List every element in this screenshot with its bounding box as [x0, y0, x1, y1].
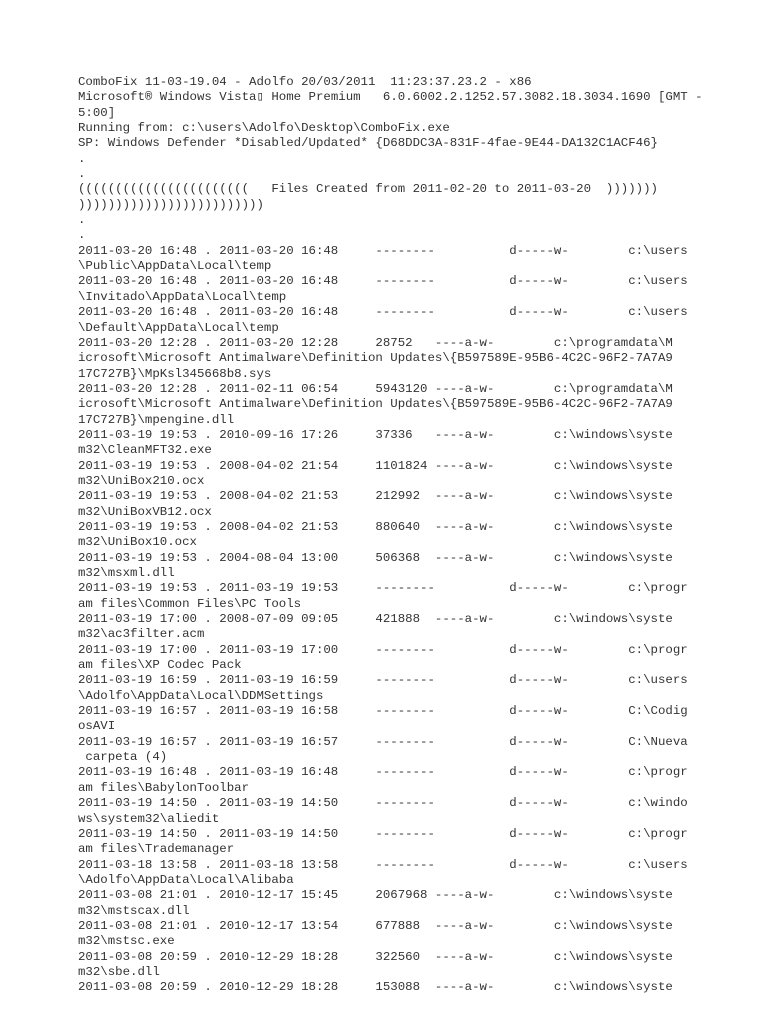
log-line: \Public\AppData\Local\temp: [78, 259, 272, 274]
log-line: am files\XP Codec Pack: [78, 658, 242, 673]
log-line: 2011-03-19 19:53 . 2004-08-04 13:00 506368 ----a-w- c:\windows\syste: [78, 550, 673, 565]
log-line: 2011-03-08 21:01 . 2010-12-17 15:45 2067968 ----a-w- c:\windows\syste: [78, 888, 673, 903]
log-line: 2011-03-20 16:48 . 2011-03-20 16:48 -------- d-----w- c:\users: [78, 305, 688, 320]
log-line: 2011-03-18 13:58 . 2011-03-18 13:58 -------- d-----w- c:\users: [78, 857, 688, 872]
log-line: ((((((((((((((((((((((( Files Created from 2011-02-20 to 2011-03-20 ))))))): [78, 182, 658, 197]
log-line: 17C727B}\MpKsl345668b8.sys: [78, 366, 272, 381]
log-line: 2011-03-20 12:28 . 2011-03-20 12:28 28752 ----a-w- c:\programdata\M: [78, 335, 673, 350]
log-line: ws\system32\aliedit: [78, 811, 220, 826]
log-line: Microsoft® Windows Vista▯ Home Premium 6.0.6002.2.1252.57.3082.18.3034.1690 [GMT -: [78, 90, 703, 105]
log-line: icrosoft\Microsoft Antimalware\Definition Updates\{B597589E-95B6-4C2C-96F2-7A7A9: [78, 397, 673, 412]
log-line: 2011-03-19 19:53 . 2011-03-19 19:53 -------- d-----w- c:\progr: [78, 581, 688, 596]
log-line: 2011-03-20 16:48 . 2011-03-20 16:48 -------- d-----w- c:\users: [78, 274, 688, 289]
log-line: m32\msxml.dll: [78, 566, 175, 580]
log-line: Running from: c:\users\Adolfo\Desktop\ComboFix.exe: [78, 121, 450, 136]
log-line: m32\UniBox210.ocx: [78, 473, 205, 488]
log-line: m32\UniBox10.ocx: [78, 535, 197, 550]
log-line: m32\ac3filter.acm: [78, 627, 205, 642]
log-line: m32\mstscax.dll: [78, 903, 190, 918]
log-line: 2011-03-19 16:57 . 2011-03-19 16:58 -------- d-----w- C:\Codig: [78, 704, 688, 719]
log-line: 2011-03-08 21:01 . 2010-12-17 13:54 677888 ----a-w- c:\windows\syste: [78, 918, 673, 933]
log-line: 2011-03-19 14:50 . 2011-03-19 14:50 -------- d-----w- c:\progr: [78, 826, 688, 841]
log-line: 2011-03-20 16:48 . 2011-03-20 16:48 -------- d-----w- c:\users: [78, 243, 688, 258]
log-line: 2011-03-19 16:59 . 2011-03-19 16:59 -------- d-----w- c:\users: [78, 673, 688, 688]
log-line: 17C727B}\mpengine.dll: [78, 412, 235, 427]
log-line: \Default\AppData\Local\temp: [78, 320, 279, 335]
log-line: .: [78, 167, 86, 182]
log-line: 2011-03-19 16:57 . 2011-03-19 16:57 -------- d-----w- C:\Nueva: [78, 734, 688, 749]
log-line: am files\Trademanager: [78, 842, 235, 857]
log-line: ))))))))))))))))))))))))): [78, 197, 264, 212]
log-line: m32\sbe.dll: [78, 964, 160, 979]
log-line: 2011-03-20 12:28 . 2011-02-11 06:54 5943120 ----a-w- c:\programdata\M: [78, 381, 673, 396]
log-line: 2011-03-19 16:48 . 2011-03-19 16:48 -------- d-----w- c:\progr: [78, 765, 688, 780]
log-line: 2011-03-19 17:00 . 2011-03-19 17:00 -------- d-----w- c:\progr: [78, 642, 688, 657]
log-line: m32\UniBoxVB12.ocx: [78, 504, 212, 519]
log-line: icrosoft\Microsoft Antimalware\Definition Updates\{B597589E-95B6-4C2C-96F2-7A7A9: [78, 351, 673, 366]
log-line: \Invitado\AppData\Local\temp: [78, 289, 287, 304]
log-line: 2011-03-08 20:59 . 2010-12-29 18:28 322560 ----a-w- c:\windows\syste: [78, 949, 673, 964]
log-line: .: [78, 228, 86, 243]
log-line: am files\BabylonToolbar: [78, 780, 250, 795]
log-line: 2011-03-19 17:00 . 2008-07-09 09:05 421888 ----a-w- c:\windows\syste: [78, 612, 673, 627]
log-line: SP: Windows Defender *Disabled/Updated* {D68DDC3A-831F-4fae-9E44-DA132C1ACF46}: [78, 136, 658, 151]
log-line: ComboFix 11-03-19.04 - Adolfo 20/03/2011 11:23:37.23.2 - x86: [78, 75, 532, 89]
log-line: osAVI: [78, 719, 116, 734]
combofix-log-text: [78, 75, 703, 996]
log-line: m32\mstsc.exe: [78, 934, 175, 949]
log-line: 2011-03-19 19:53 . 2008-04-02 21:53 880640 ----a-w- c:\windows\syste: [78, 519, 673, 534]
log-line: m32\CleanMFT32.exe: [78, 443, 212, 458]
log-line: 2011-03-08 20:59 . 2010-12-29 18:28 153088 ----a-w- c:\windows\syste: [78, 980, 673, 995]
log-line: 2011-03-19 14:50 . 2011-03-19 14:50 -------- d-----w- c:\windo: [78, 796, 688, 811]
log-line: 2011-03-19 19:53 . 2008-04-02 21:54 1101824 ----a-w- c:\windows\syste: [78, 458, 673, 473]
log-line: am files\Common Files\PC Tools: [78, 596, 302, 611]
log-line: 5:00]: [78, 105, 116, 120]
log-line: .: [78, 151, 86, 166]
log-line: \Adolfo\AppData\Local\Alibaba: [78, 872, 294, 887]
log-line: 2011-03-19 19:53 . 2008-04-02 21:53 212992 ----a-w- c:\windows\syste: [78, 489, 673, 504]
log-line: 2011-03-19 19:53 . 2010-09-16 17:26 37336 ----a-w- c:\windows\syste: [78, 427, 673, 442]
log-line: carpeta (4): [78, 750, 168, 765]
log-line: \Adolfo\AppData\Local\DDMSettings: [78, 688, 324, 703]
log-line: .: [78, 213, 86, 228]
